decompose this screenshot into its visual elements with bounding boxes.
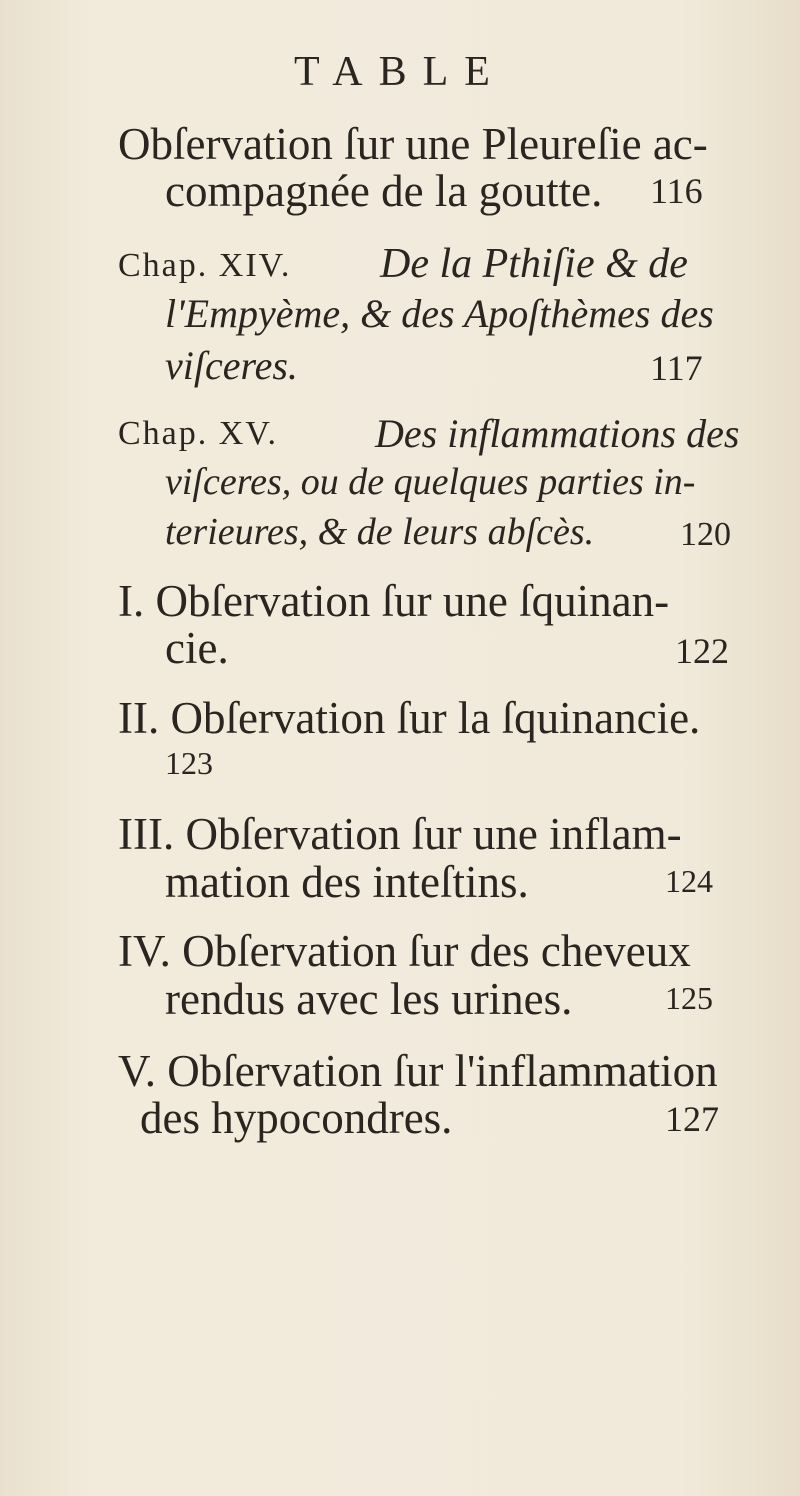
- page-number: 117: [650, 348, 703, 388]
- entry-line: des hypocondres.: [140, 1093, 453, 1143]
- entry-line: Obſervation ſur une Pleureſie ac-: [118, 119, 708, 169]
- page-number: 124: [665, 863, 713, 899]
- page-number: 125: [665, 980, 713, 1016]
- chapter-title-line: l'Empyème, & des Apoſthèmes des: [165, 291, 714, 336]
- chapter-label: Chap. XV.: [118, 415, 278, 452]
- page-header: TABLE: [294, 49, 506, 95]
- page-number: 116: [650, 171, 703, 211]
- chapter-label: Chap. XIV.: [118, 247, 292, 284]
- entry-line: cie.: [165, 623, 229, 673]
- chapter-title-line: viſceres, ou de quelques parties in-: [165, 461, 696, 503]
- page-number: 127: [665, 1099, 719, 1139]
- page-number: 120: [680, 516, 731, 553]
- chapter-title-line: viſceres.: [165, 343, 298, 388]
- entry-line: I. Obſervation ſur une ſquinan-: [118, 576, 670, 626]
- chapter-title-line: Des inflammations des: [375, 411, 740, 456]
- entry-line: III. Obſervation ſur une inflam-: [118, 809, 682, 859]
- entry-line: IV. Obſervation ſur des cheveux: [118, 926, 691, 976]
- chapter-title-line: De la Pthiſie & de: [380, 241, 688, 287]
- entry-line: V. Obſervation ſur l'inflammation: [118, 1046, 718, 1096]
- chapter-title-line: terieures, & de leurs abſcès.: [165, 511, 595, 553]
- entry-line: compagnée de la goutte.: [165, 166, 603, 216]
- page-number: 123: [165, 745, 213, 781]
- page-number: 122: [675, 631, 729, 671]
- entry-line: II. Obſervation ſur la ſquinancie.: [118, 693, 701, 743]
- entry-line: mation des inteſtins.: [165, 857, 529, 907]
- entry-line: rendus avec les urines.: [165, 974, 573, 1024]
